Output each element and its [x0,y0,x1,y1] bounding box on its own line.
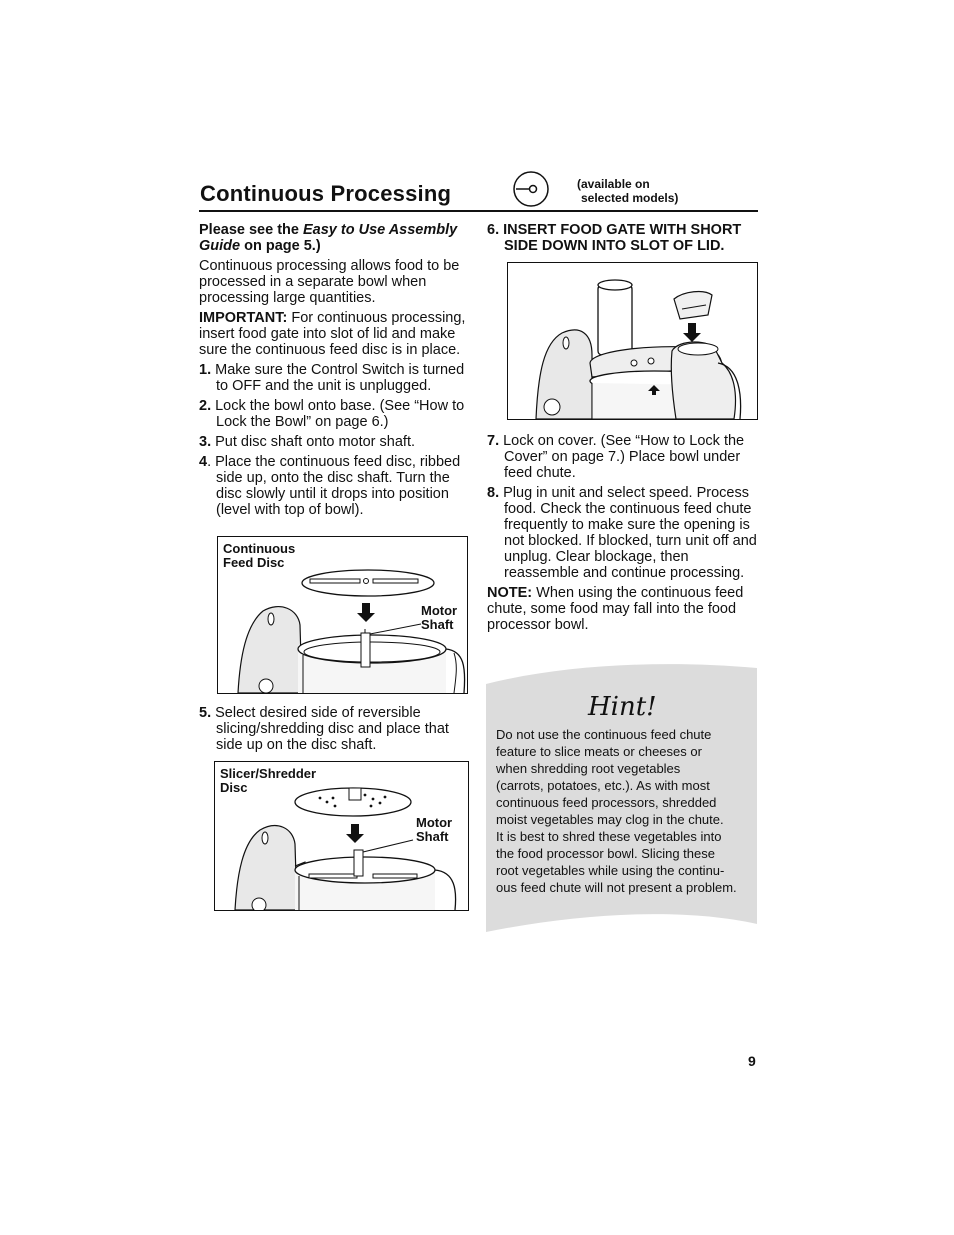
right-column-steps [487,433,757,637]
slicer-shredder-disc-label: Slicer/Shredder Disc [220,766,317,795]
step-2: 2. Lock the bowl onto base. (See “How to Lock the Bowl” on page 6.) [199,398,465,430]
header-rule [199,210,758,212]
continuous-feed-disc-label: Continuous Feed Disc [223,541,296,570]
step-1: 1. Make sure the Control Switch is turned to OFF and the unit is unplugged. [199,362,465,394]
step-6: 6. INSERT FOOD GATE WITH SHORT SIDE DOWN INTO SLOT OF LID. [487,222,742,254]
left-column-top [199,222,471,522]
hint-title: Hint! [588,692,657,722]
hint-text: Do not use the continuous feed chute feature to slice meats or cheeses or when shredding root vegetables (carrots, potatoes, etc.). As with most continuous feed processors, shredded moist vegetables may clog in the chute. It is best to shred these vegetables into the food processor bowl. Slicing these root vegetables while using the continu- ous feed chute will not present a problem. [496,727,737,895]
intro-paragraph: Continuous processing allows food to be processed in a separate bowl when processing large quantities. [199,258,460,306]
page-number: 9 [748,1053,756,1069]
step-8: 8. Plug in unit and select speed. Process food. Check the continuous feed chute frequently to make sure the opening is not blocked. If blocked, turn unit off and unplug. Clear blockage, then reassemble and continue processing. [487,485,757,581]
step-7: 7. Lock on cover. (See “How to Lock the Cover” on page 7.) Place bowl under feed chute. [487,433,745,481]
step-3: 3. Put disc shaft onto motor shaft. [199,434,415,450]
left-column-step5 [199,705,471,757]
assembly-guide-reference: Please see the Easy to Use Assembly Guide on page 5.) [199,222,458,254]
food-gate-illustration [508,263,757,419]
important-paragraph: IMPORTANT: For continuous processing, insert food gate into slot of lid and make sure the continuous feed disc is in place. [199,310,466,358]
motor-shaft-label-2: Motor Shaft [416,815,453,844]
motor-shaft-label: Motor Shaft [421,603,458,632]
food-gate-figure [507,262,758,420]
availability-note: (available on selected models) [577,177,679,205]
page-title: Continuous Processing [200,181,452,206]
continuous-feed-icon [511,170,551,210]
step-5: 5. Select desired side of reversible slicing/shredding disc and place that side up on the disc shaft. [199,705,449,753]
note-paragraph: NOTE: When using the continuous feed chute, some food may fall into the food processor bowl. [487,585,744,633]
step-4: 4. Place the continuous feed disc, ribbed side up, onto the disc shaft. Turn the disc slowly until it drops into position (level with top of bowl). [199,454,461,518]
